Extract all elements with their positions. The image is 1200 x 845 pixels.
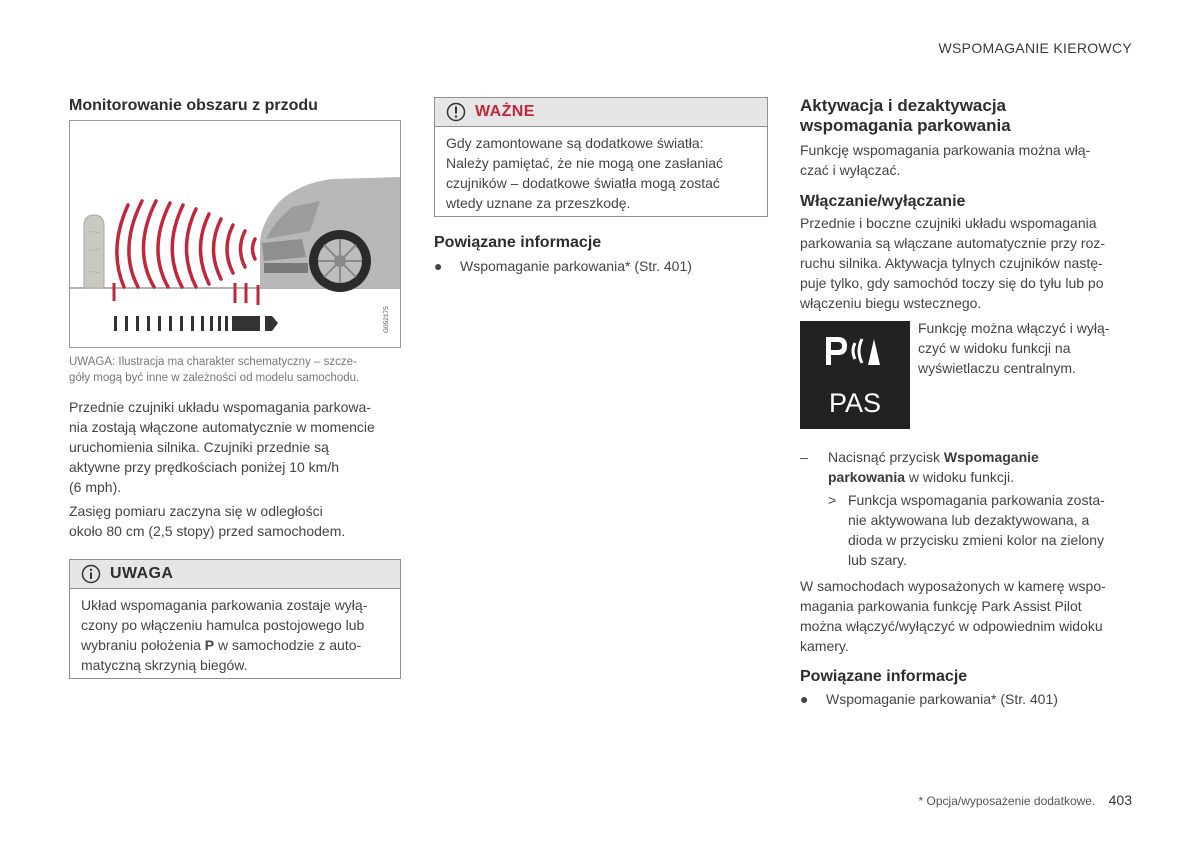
icon-description: Funkcję można włączyć i wyłą- czyć w widoku funkcji na wyświetlaczu centralnym. [918, 320, 1110, 376]
page-footer [919, 792, 1132, 808]
front-sensor-illustration [69, 120, 401, 348]
important-title: WAŻNE [475, 103, 535, 120]
paragraph-front-sensors: Przednie czujniki układu wspomagania parkowa- nia zostają włączone automatycznie w momencie uruchomienia silnika. Czujniki przednie są aktywne przy prędkościach poniżej 10 km/h (6 mph). [69, 399, 375, 495]
note-box [69, 559, 401, 679]
important-body: Gdy zamontowane są dodatkowe światła: Należy pamiętać, że nie mogą one zasłaniać czujników – dodatkowe światła mogą zostać wtedy uznane za przeszkodę. [446, 135, 724, 211]
section-heading-front-monitoring: Monitorowanie obszaru z przodu [69, 97, 318, 114]
running-header: WSPOMAGANIE KIEROWCY [938, 40, 1132, 56]
activation-heading: Aktywacja i dezaktywacja wspomagania parkowania [800, 96, 1011, 135]
step-result: > Funkcja wspomagania parkowania zosta- nie aktywowana lub dezaktywowana, a dioda w przycisku zmieni kolor na zielony lub szary. [828, 492, 1105, 568]
bullet-icon: ● [434, 258, 443, 274]
note-box-header [70, 560, 400, 589]
related-info-heading-right: Powiązane informacje [800, 668, 968, 685]
related-link-right[interactable]: Wspomaganie parkowania* (Str. 401) [826, 691, 1058, 707]
park-assist-button-icon[interactable] [800, 321, 910, 429]
activation-intro: Funkcję wspomagania parkowania można włą- czać i wyłączać. [800, 142, 1091, 178]
page-number: 403 [1108, 792, 1132, 808]
step-dash: – [800, 449, 808, 465]
footnote: * Opcja/wyposażenie dodatkowe. [918, 794, 1096, 808]
camera-paragraph: W samochodach wyposażonych w kamerę wspo- magania parkowania funkcję Park Assist Pilot można włączyć/wyłączyć w odpowiednim widoku kamery. [800, 578, 1106, 654]
note-title: UWAGA [110, 565, 174, 582]
gear-p-label: P [204, 637, 215, 653]
related-info-heading: Powiązane informacje [434, 234, 602, 251]
park-assist-button-label: Wspomaganie [943, 449, 1039, 465]
important-box [434, 97, 768, 217]
figure-caption: UWAGA: Ilustracja ma charakter schematyczny – szcze- góły mogą być inne w zależności od modelu samochodu. [69, 356, 360, 384]
warning-icon [446, 102, 466, 122]
result-marker: > [828, 492, 837, 508]
info-icon [81, 564, 101, 584]
figure-code: G052175 [383, 306, 390, 333]
related-link[interactable]: Wspomaganie parkowania* (Str. 401) [460, 258, 692, 274]
parking-sensor-icon [800, 321, 910, 429]
important-box-header [435, 98, 767, 127]
on-off-heading: Włączanie/wyłączanie [800, 193, 966, 210]
note-body: Układ wspomagania parkowania zostaje wyłą- czony po włączeniu hamulca postojowego lub wybraniu położenia P w samochodzie z auto- matyczną skrzynią biegów. [81, 597, 368, 673]
step-instruction: – Nacisnąć przycisk Wspomaganie parkowania w widoku funkcji. [800, 449, 1039, 485]
bullet-icon: ● [800, 691, 809, 707]
paragraph-range: Zasięg pomiaru zaczyna się w odległości około 80 cm (2,5 stopy) przed samochodem. [69, 503, 346, 539]
related-info-item-right[interactable] [800, 689, 1130, 709]
related-info-item[interactable] [434, 256, 768, 276]
pas-label: PAS [828, 388, 882, 418]
on-off-paragraph: Przednie i boczne czujniki układu wspomagania parkowania są włączane automatycznie przy roz- ruchu silnika. Aktywacja tylnych czujników nastę- puje tylko, gdy samochód toczy się do tyłu lub po włączeniu biegu wstecznego. [800, 215, 1106, 311]
